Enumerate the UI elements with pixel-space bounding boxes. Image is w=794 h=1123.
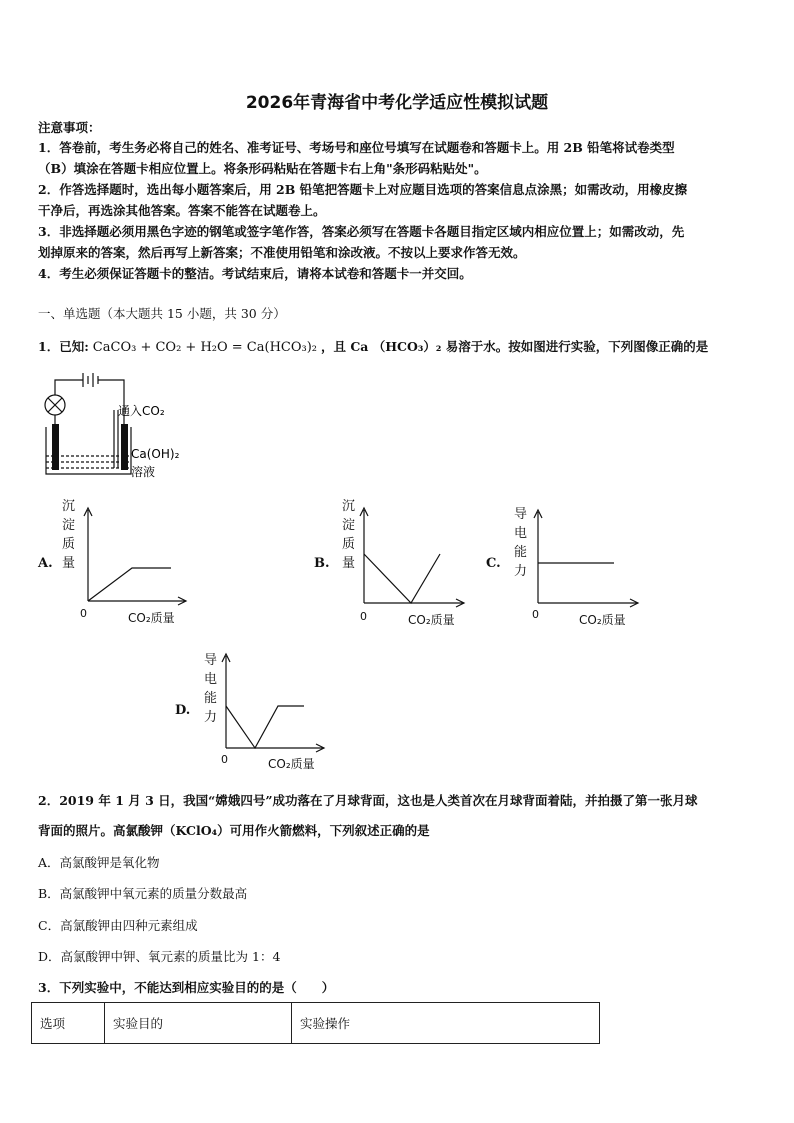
graph-c-ylabel-4: 力 [514,564,528,579]
electrode-left [52,424,59,470]
graph-a [56,496,196,630]
table-header-row [32,1003,600,1044]
graph-a-ylabel-1: 沉 [62,499,76,514]
note-line: 1．答卷前，考生务必将自己的姓名、准考证号、考场号和座位号填写在试题卷和答题卡上。用 2B 铅笔将试卷类型 [38,140,675,155]
note-line: 2．作答选择题时，选出每小题答案后，用 2B 铅笔把答题卡上对应题目选项的答案信息点涂黑；如需改动，用橡皮擦 [38,182,688,197]
option-d-letter: D. [175,703,191,718]
graph-d-ylabel-3: 能 [204,691,218,706]
q1-equation: CaCO₃ + CO₂ + H₂O = Ca(HCO₃)₂ [92,340,318,355]
graph-d-ylabel-2: 电 [204,672,218,687]
table-header-cell: 实验操作 [292,1003,600,1044]
table-header-cell: 实验目的 [105,1003,292,1044]
solution-label: Ca(OH)₂ [131,447,180,461]
note-line: （B）填涂在答题卡相应位置上。将条形码粘贴在答题卡右上角"条形码粘贴处"。 [38,161,487,176]
question-2-line-1: 2．2019 年 1 月 3 日，我国“嫦娥四号”成功落在了月球背面，这也是人类首次在月球背面着陆，并拍摄了第一张月球 [38,793,698,808]
graph-a-curve [88,568,171,601]
experiment-table [31,1002,600,1044]
graph-c-ylabel-1: 导 [514,507,528,522]
note-line: 4．考生必须保证答题卡的整洁。考试结束后，请将本试卷和答题卡一并交回。 [38,266,472,281]
graph-a-ylabel-3: 质 [62,537,76,552]
electrolysis-apparatus-diagram [38,372,208,484]
co2-inlet-label: 通入CO₂ [118,404,165,418]
graph-a-origin: 0 [80,607,87,620]
graph-b-ylabel-1: 沉 [342,499,356,514]
q2-option-b: B．高氯酸钾中氧元素的质量分数最高 [38,886,248,901]
graph-c-origin: 0 [532,608,539,621]
option-b-letter: B. [314,556,330,571]
graph-a-ylabel-4: 量 [62,556,76,571]
notes-heading: 注意事项： [38,120,101,135]
question-1-stem [38,337,708,355]
graph-b-ylabel-3: 质 [342,537,356,552]
graph-d-xlabel: CO₂质量 [268,757,315,771]
note-line: 干净后，再选涂其他答案。答案不能答在试题卷上。 [38,203,326,218]
graph-b-ylabel-2: 淀 [342,518,356,533]
graph-d-ylabel-1: 导 [204,653,218,668]
section-heading: 一、单选题（本大题共 15 小题，共 30 分） [38,306,286,321]
graph-a-ylabel-2: 淀 [62,518,76,533]
page-title: 2026年青海省中考化学适应性模拟试题 [245,93,549,113]
graph-b-curve [364,554,440,603]
note-line: 划掉原来的答案，然后再写上新答案；不准使用铅笔和涂改液。不按以上要求作答无效。 [38,245,526,260]
graph-c-ylabel-2: 电 [514,526,528,541]
option-a-letter: A. [38,556,53,571]
graph-d-origin: 0 [221,753,228,766]
table-header-cell: 选项 [32,1003,105,1044]
q2-option-c: C．高氯酸钾由四种元素组成 [38,918,198,933]
graph-c-ylabel-3: 能 [514,545,528,560]
electrode-right [121,424,128,470]
graph-b [336,496,471,630]
graph-d-curve [226,706,304,748]
graph-b-xlabel: CO₂质量 [408,613,455,627]
question-3-stem: 3．下列实验中，不能达到相应实验目的的是（ ） [38,980,335,995]
note-line: 3．非选择题必须用黑色字迹的钢笔或签字笔作答，答案必须写在答题卡各题目指定区域内相应位置上；如需改动，先 [38,224,685,239]
graph-a-xlabel: CO₂质量 [128,611,175,625]
graph-b-ylabel-4: 量 [342,556,356,571]
graph-b-origin: 0 [360,610,367,623]
question-2-line-2: 背面的照片。高氯酸钾（KClO₄）可用作火箭燃料，下列叙述正确的是 [38,823,430,838]
q1-prefix: 1．已知: [38,339,89,354]
q1-suffix: ，且 Ca （HCO₃）₂ 易溶于水。按如图进行实验，下列图像正确的是 [321,339,709,354]
q2-option-a: A．高氯酸钾是氧化物 [38,855,160,870]
graph-c-xlabel: CO₂质量 [579,613,626,627]
q2-option-d: D．高氯酸钾中钾、氧元素的质量比为 1：4 [38,949,281,964]
graph-c [508,500,648,630]
option-c-letter: C. [486,556,501,571]
graph-d [198,646,334,774]
solution-label-2: 溶液 [131,465,156,479]
graph-d-ylabel-4: 力 [204,710,218,725]
